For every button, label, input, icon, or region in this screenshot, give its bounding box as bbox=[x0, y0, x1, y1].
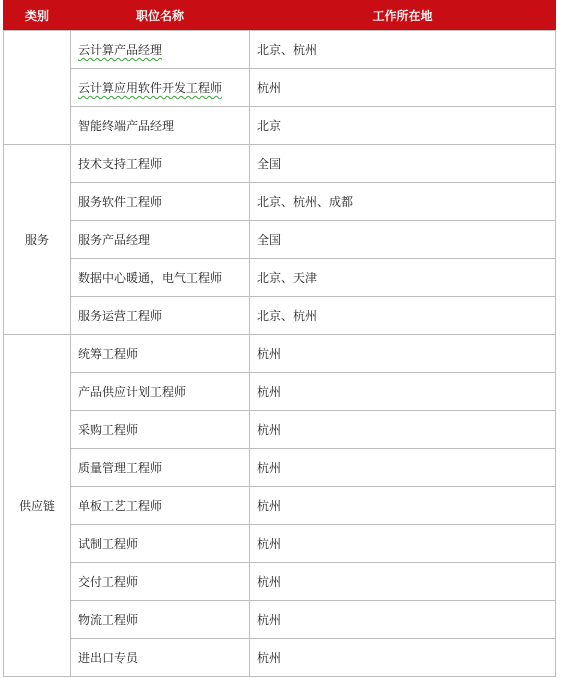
table-row bbox=[4, 183, 556, 221]
position-cell bbox=[71, 31, 250, 69]
position-cell: 交付工程师 bbox=[71, 563, 250, 601]
location-cell: 杭州 bbox=[250, 487, 556, 525]
position-cell bbox=[71, 69, 250, 107]
position-cell: 采购工程师 bbox=[71, 411, 250, 449]
table-row bbox=[4, 297, 556, 335]
job-positions-table bbox=[3, 0, 556, 677]
table-row bbox=[4, 487, 556, 525]
position-cell: 质量管理工程师 bbox=[71, 449, 250, 487]
location-cell: 全国 bbox=[250, 145, 556, 183]
location-cell: 杭州 bbox=[250, 639, 556, 677]
position-cell: 统筹工程师 bbox=[71, 335, 250, 373]
category-cell: 服务 bbox=[4, 145, 71, 335]
position-cell: 物流工程师 bbox=[71, 601, 250, 639]
table-row bbox=[4, 639, 556, 677]
table-row bbox=[4, 145, 556, 183]
location-cell: 杭州 bbox=[250, 373, 556, 411]
position-cell: 数据中心暖通，电气工程师 bbox=[71, 259, 250, 297]
table-row bbox=[4, 563, 556, 601]
header-location: 工作所在地 bbox=[250, 1, 556, 31]
table-row bbox=[4, 335, 556, 373]
spellcheck-underline-span: 云计算应用软件开发工程师 bbox=[78, 81, 223, 95]
table-row bbox=[4, 107, 556, 145]
spellcheck-underline-span: 云计算产品经理 bbox=[78, 43, 163, 57]
location-cell: 杭州 bbox=[250, 335, 556, 373]
location-cell: 北京、天津 bbox=[250, 259, 556, 297]
table-row bbox=[4, 69, 556, 107]
header-category: 类别 bbox=[4, 1, 71, 31]
position-cell: 产品供应计划工程师 bbox=[71, 373, 250, 411]
position-cell: 服务运营工程师 bbox=[71, 297, 250, 335]
location-cell: 杭州 bbox=[250, 601, 556, 639]
location-cell: 杭州 bbox=[250, 525, 556, 563]
location-cell: 北京、杭州、成都 bbox=[250, 183, 556, 221]
position-cell: 服务软件工程师 bbox=[71, 183, 250, 221]
location-cell: 北京、杭州 bbox=[250, 297, 556, 335]
position-cell: 试制工程师 bbox=[71, 525, 250, 563]
table-row bbox=[4, 259, 556, 297]
location-cell: 杭州 bbox=[250, 69, 556, 107]
position-cell: 技术支持工程师 bbox=[71, 145, 250, 183]
position-cell: 服务产品经理 bbox=[71, 221, 250, 259]
location-cell: 北京 bbox=[250, 107, 556, 145]
table-row bbox=[4, 601, 556, 639]
category-cell bbox=[4, 31, 71, 145]
table-row bbox=[4, 525, 556, 563]
location-cell: 北京、杭州 bbox=[250, 31, 556, 69]
category-cell: 供应链 bbox=[4, 335, 71, 677]
location-cell: 全国 bbox=[250, 221, 556, 259]
position-cell: 单板工艺工程师 bbox=[71, 487, 250, 525]
header-position: 职位名称 bbox=[71, 1, 250, 31]
location-cell: 杭州 bbox=[250, 449, 556, 487]
location-cell: 杭州 bbox=[250, 411, 556, 449]
location-cell: 杭州 bbox=[250, 563, 556, 601]
position-cell: 进出口专员 bbox=[71, 639, 250, 677]
table-row bbox=[4, 31, 556, 69]
position-cell: 智能终端产品经理 bbox=[71, 107, 250, 145]
table-row bbox=[4, 373, 556, 411]
table-row bbox=[4, 449, 556, 487]
table-header-row bbox=[4, 1, 556, 31]
table-row bbox=[4, 411, 556, 449]
table-row bbox=[4, 221, 556, 259]
